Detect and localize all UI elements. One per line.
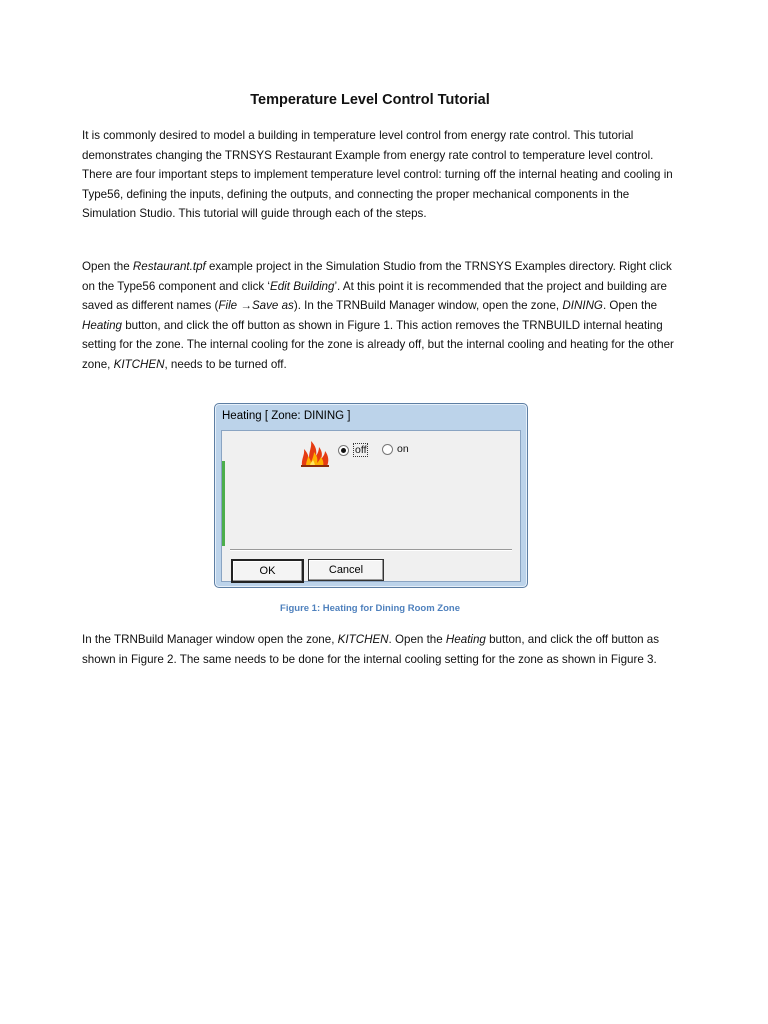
- radio-off[interactable]: [338, 443, 368, 457]
- page-title: Temperature Level Control Tutorial: [250, 92, 490, 108]
- divider: [230, 549, 512, 551]
- dialog-title: Heating [ Zone: DINING ]: [222, 410, 351, 422]
- radio-off-button[interactable]: [338, 445, 349, 456]
- dialog-body: [221, 430, 521, 582]
- radio-on[interactable]: [382, 443, 409, 455]
- radio-on-label: on: [397, 443, 409, 455]
- radio-on-button[interactable]: [382, 444, 393, 455]
- paragraph-instructions: Open the Restaurant.tpf example project in the Simulation Studio from the TRNSYS Examples directory. Right click on the Type56 component and click ‘Edit Building’. At this point it is recommended that the project and building are saved as different names (File →Save as). In the TRNBuild Manager window, open the zone, DINING. Open the Heating button, and click the off button as shown in Figure 1. This action removes the TRNBUILD internal heating setting for the zone. The internal cooling for the zone is already off, but the internal cooling and heating for the other zone, KITCHEN, needs to be turned off.: [82, 260, 674, 371]
- paragraph-kitchen: In the TRNBuild Manager window open the zone, KITCHEN. Open the Heating button, and click the off button as shown in Figure 2. The same needs to be done for the internal cooling setting for the zone as shown in Figure 3.: [82, 633, 660, 666]
- radio-off-label: off: [355, 444, 367, 456]
- figure-caption: Figure 1: Heating for Dining Room Zone: [280, 603, 460, 614]
- paragraph-intro: It is commonly desired to model a building in temperature level control from energy rate control. This tutorial demonstrates changing the TRNSYS Restaurant Example from energy rate control to temperature level control. There are four important steps to implement temperature level control: turning off the internal heating and cooling in Type56, defining the inputs, defining the outputs, and connecting the proper mechanical components in the Simulation Studio. This tutorial will guide through each of the steps.: [82, 129, 673, 220]
- flame-icon: [300, 439, 330, 467]
- heating-dialog: [214, 403, 528, 588]
- arrow-icon: →: [237, 299, 252, 312]
- cancel-button[interactable]: Cancel: [308, 559, 384, 581]
- scroll-indicator: [222, 461, 225, 546]
- ok-button[interactable]: OK: [231, 559, 304, 583]
